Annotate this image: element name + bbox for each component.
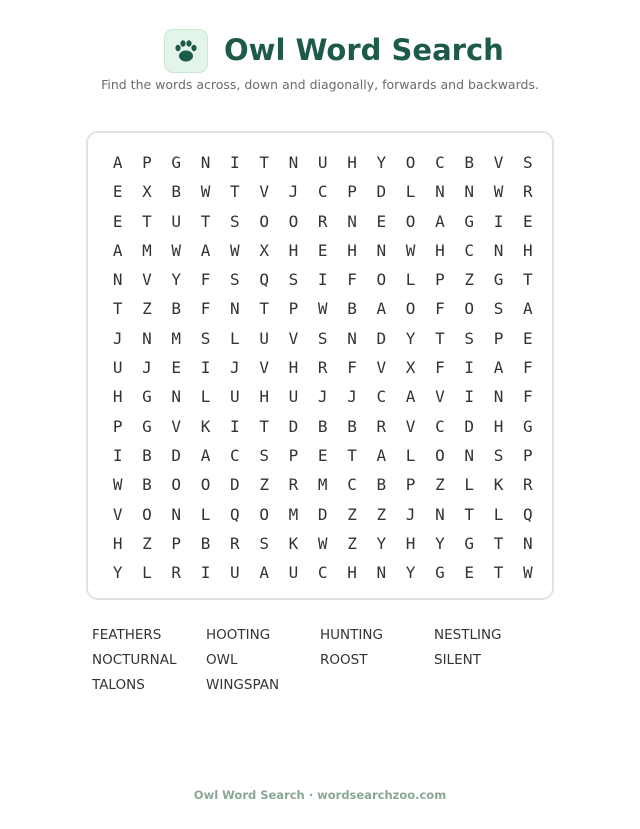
grid-cell[interactable]: U (230, 387, 240, 407)
grid-cell[interactable]: B (142, 445, 152, 465)
grid-cell[interactable]: F (200, 299, 211, 319)
grid-cell[interactable]: A (112, 153, 123, 172)
grid-cell[interactable]: S (288, 270, 299, 290)
grid-cell[interactable]: N (142, 328, 152, 348)
grid-cell[interactable]: A (405, 387, 416, 407)
grid-row (103, 441, 542, 470)
grid-cell[interactable]: Y (435, 533, 445, 553)
grid-cell[interactable]: N (376, 563, 387, 583)
grid-cell[interactable]: D (376, 182, 387, 202)
word-list-item: HOOTING (206, 627, 271, 643)
grid-cell[interactable]: Z (347, 504, 357, 524)
grid-cell[interactable]: A (493, 358, 504, 378)
grid-cell[interactable]: W (405, 240, 416, 260)
grid-cell[interactable]: R (522, 475, 533, 495)
grid-cell[interactable]: N (347, 211, 357, 231)
grid-cell[interactable]: V (142, 270, 152, 290)
grid-cell[interactable]: N (171, 504, 182, 524)
grid-cell[interactable]: N (464, 182, 475, 202)
grid-cell[interactable]: L (230, 328, 240, 348)
grid-row (103, 470, 542, 499)
grid-cell[interactable]: A (200, 240, 211, 260)
grid-cell[interactable]: L (405, 270, 416, 290)
grid-cell[interactable]: W (522, 563, 533, 583)
word-list-item: NESTLING (434, 627, 502, 643)
grid-cell[interactable]: G (522, 416, 533, 436)
grid-cell[interactable]: T (112, 299, 123, 319)
grid-cell[interactable]: I (200, 358, 211, 378)
grid-cell[interactable]: H (347, 240, 357, 260)
grid-cell[interactable]: N (493, 240, 504, 260)
grid-cell[interactable]: V (259, 182, 269, 202)
grid-cell[interactable]: S (230, 270, 240, 290)
word-list-item: ROOST (320, 652, 368, 668)
grid-cell[interactable]: H (405, 533, 416, 553)
grid-cell[interactable]: P (288, 299, 299, 319)
grid-cell[interactable]: I (230, 416, 240, 436)
grid-cell[interactable]: N (288, 153, 299, 172)
grid-row (103, 500, 542, 529)
grid-cell[interactable]: T (230, 182, 240, 202)
grid-cell[interactable]: S (259, 533, 269, 553)
grid-cell[interactable]: R (317, 211, 328, 231)
grid-cell[interactable]: W (317, 533, 328, 553)
letter-grid (103, 148, 542, 587)
grid-cell[interactable]: N (347, 328, 357, 348)
grid-cell[interactable]: F (522, 387, 533, 407)
grid-cell[interactable]: J (347, 387, 357, 407)
grid-cell[interactable]: P (288, 445, 299, 465)
grid-cell[interactable]: H (259, 387, 269, 407)
grid-cell[interactable]: W (200, 182, 211, 202)
grid-cell[interactable]: K (200, 416, 211, 436)
grid-cell[interactable]: E (112, 211, 123, 231)
grid-cell[interactable]: T (200, 211, 211, 231)
grid-cell[interactable]: L (405, 182, 416, 202)
grid-cell[interactable]: N (493, 387, 504, 407)
word-list-item: WINGSPAN (206, 677, 280, 693)
grid-row (103, 265, 542, 294)
grid-cell[interactable]: B (200, 533, 211, 553)
grid-cell[interactable]: B (142, 475, 152, 495)
grid-row (103, 382, 542, 411)
grid-cell[interactable]: D (317, 504, 328, 524)
grid-cell[interactable]: D (464, 416, 475, 436)
grid-row (103, 177, 542, 206)
paw-print-icon (173, 38, 199, 64)
grid-cell[interactable]: T (259, 416, 269, 436)
grid-cell[interactable]: J (288, 182, 299, 202)
grid-cell[interactable]: S (317, 328, 328, 348)
grid-cell[interactable]: Y (376, 533, 387, 553)
grid-cell[interactable]: Z (142, 533, 152, 553)
word-list-item: TALONS (92, 677, 145, 693)
grid-cell[interactable]: U (288, 563, 299, 583)
grid-cell[interactable]: J (112, 328, 123, 348)
grid-cell[interactable]: G (493, 270, 504, 290)
grid-cell[interactable]: H (347, 153, 357, 172)
grid-cell[interactable]: V (259, 358, 269, 378)
grid-cell[interactable]: V (493, 153, 504, 172)
grid-cell[interactable]: I (464, 387, 475, 407)
grid-cell[interactable]: P (522, 445, 533, 465)
grid-cell[interactable]: U (288, 387, 299, 407)
grid-cell[interactable]: S (493, 445, 504, 465)
instructions: Find the words across, down and diagonally, forwards and backwards. (101, 77, 539, 92)
grid-row (103, 207, 542, 236)
grid-cell[interactable]: K (493, 475, 504, 495)
grid-cell[interactable]: F (435, 299, 445, 319)
grid-cell[interactable]: O (142, 504, 152, 524)
grid-row (103, 236, 542, 265)
grid-cell[interactable]: R (288, 475, 299, 495)
grid-row (103, 412, 542, 441)
grid-cell[interactable]: F (522, 358, 533, 378)
grid-cell[interactable]: W (171, 240, 182, 260)
grid-cell[interactable]: L (142, 563, 152, 583)
grid-cell[interactable]: C (464, 240, 475, 260)
grid-cell[interactable]: O (405, 299, 416, 319)
grid-cell[interactable]: P (493, 328, 504, 348)
grid-cell[interactable]: U (112, 358, 123, 378)
grid-cell[interactable]: W (317, 299, 328, 319)
grid-cell[interactable]: G (142, 387, 152, 407)
grid-cell[interactable]: V (288, 328, 299, 348)
grid-cell[interactable]: T (493, 563, 504, 583)
grid-cell[interactable]: I (493, 211, 504, 231)
grid-cell[interactable]: I (464, 358, 475, 378)
grid-cell[interactable]: G (464, 211, 475, 231)
grid-cell[interactable]: I (112, 445, 123, 465)
grid-cell[interactable]: A (376, 299, 387, 319)
grid-cell[interactable]: N (522, 533, 533, 553)
grid-cell[interactable]: O (259, 211, 269, 231)
grid-cell[interactable]: A (435, 211, 445, 231)
grid-cell[interactable]: S (464, 328, 475, 348)
grid-cell[interactable]: S (259, 445, 269, 465)
grid-cell[interactable]: D (230, 475, 240, 495)
grid-cell[interactable]: K (288, 533, 299, 553)
grid-cell[interactable]: O (259, 504, 269, 524)
grid-cell[interactable]: G (171, 153, 182, 172)
grid-cell[interactable]: F (347, 358, 357, 378)
grid-row (103, 558, 542, 587)
grid-cell[interactable]: G (435, 563, 445, 583)
grid-cell[interactable]: V (112, 504, 123, 524)
grid-cell[interactable]: Q (230, 504, 240, 524)
grid-cell[interactable]: T (142, 211, 152, 231)
puzzle-grid-box (86, 131, 554, 600)
grid-cell[interactable]: T (493, 533, 504, 553)
grid-cell[interactable]: R (522, 182, 533, 202)
grid-cell[interactable]: R (171, 563, 182, 583)
grid-cell[interactable]: J (317, 387, 328, 407)
grid-row (103, 324, 542, 353)
grid-cell[interactable]: C (435, 416, 445, 436)
footer: Owl Word Search · wordsearchzoo.com (193, 788, 447, 802)
grid-cell[interactable]: U (230, 563, 240, 583)
logo (164, 29, 208, 73)
grid-cell[interactable]: I (230, 153, 240, 172)
grid-cell[interactable]: E (522, 328, 533, 348)
grid-cell[interactable]: T (347, 445, 357, 465)
grid-cell[interactable]: E (376, 211, 387, 231)
grid-cell[interactable]: E (112, 182, 123, 202)
grid-cell[interactable]: P (171, 533, 182, 553)
grid-cell[interactable]: B (347, 416, 357, 436)
grid-cell[interactable]: B (171, 182, 182, 202)
grid-cell[interactable]: H (112, 387, 123, 407)
grid-cell[interactable]: Y (405, 328, 416, 348)
grid-cell[interactable]: D (376, 328, 387, 348)
grid-row (103, 353, 542, 382)
grid-cell[interactable]: L (200, 504, 211, 524)
grid-cell[interactable]: Q (522, 504, 533, 524)
grid-cell[interactable]: U (259, 328, 269, 348)
grid-cell[interactable]: N (171, 387, 182, 407)
grid-cell[interactable]: E (464, 563, 475, 583)
grid-cell[interactable]: N (464, 445, 475, 465)
grid-cell[interactable]: H (435, 240, 445, 260)
grid-cell[interactable]: B (464, 153, 475, 172)
grid-cell[interactable]: Z (464, 270, 475, 290)
header (0, 28, 640, 76)
grid-cell[interactable]: B (347, 299, 357, 319)
grid-cell[interactable]: M (171, 328, 182, 348)
grid-cell[interactable]: S (230, 211, 240, 231)
word-list-item: SILENT (434, 652, 481, 668)
grid-cell[interactable]: X (142, 182, 152, 202)
grid-cell[interactable]: I (200, 563, 211, 583)
grid-cell[interactable]: A (259, 563, 269, 583)
grid-cell[interactable]: J (405, 504, 416, 524)
grid-cell[interactable]: C (376, 387, 387, 407)
grid-cell[interactable]: L (493, 504, 504, 524)
grid-cell[interactable]: O (288, 211, 299, 231)
page-title: Owl Word Search (224, 33, 504, 67)
grid-cell[interactable]: H (522, 240, 533, 260)
grid-cell[interactable]: Y (112, 563, 123, 583)
grid-cell[interactable]: C (230, 445, 240, 465)
grid-cell[interactable]: O (376, 270, 387, 290)
grid-cell[interactable]: R (230, 533, 240, 553)
grid-cell[interactable]: Y (376, 153, 387, 172)
grid-cell[interactable]: H (288, 358, 299, 378)
grid-cell[interactable]: N (435, 182, 445, 202)
grid-cell[interactable]: C (317, 563, 328, 583)
grid-cell[interactable]: T (259, 153, 269, 172)
grid-cell[interactable]: T (464, 504, 475, 524)
grid-cell[interactable]: U (171, 211, 182, 231)
grid-cell[interactable]: O (171, 475, 182, 495)
grid-cell[interactable]: V (376, 358, 387, 378)
grid-cell[interactable]: H (493, 416, 504, 436)
word-list-item: HUNTING (320, 627, 383, 643)
grid-cell[interactable]: Z (347, 533, 357, 553)
grid-cell[interactable]: W (112, 475, 123, 495)
grid-cell[interactable]: L (405, 445, 416, 465)
grid-cell[interactable]: O (200, 475, 211, 495)
grid-cell[interactable]: P (347, 182, 357, 202)
grid-cell[interactable]: Q (259, 270, 269, 290)
grid-cell[interactable]: U (317, 153, 328, 172)
grid-cell[interactable]: Z (435, 475, 445, 495)
grid-cell[interactable]: F (200, 270, 211, 290)
grid-cell[interactable]: N (112, 270, 123, 290)
grid-cell[interactable]: P (435, 270, 445, 290)
grid-cell[interactable]: Y (171, 270, 182, 290)
grid-cell[interactable]: E (317, 445, 328, 465)
grid-cell[interactable]: T (435, 328, 445, 348)
grid-cell[interactable]: C (347, 475, 357, 495)
grid-cell[interactable]: P (405, 475, 416, 495)
grid-cell[interactable]: R (376, 416, 387, 436)
grid-cell[interactable]: C (317, 182, 328, 202)
grid-cell[interactable]: A (112, 240, 123, 260)
grid-cell[interactable]: I (317, 270, 328, 290)
grid-row (103, 148, 542, 177)
grid-cell[interactable]: H (288, 240, 299, 260)
grid-cell[interactable]: M (288, 504, 299, 524)
grid-cell[interactable]: D (171, 445, 182, 465)
grid-cell[interactable]: O (464, 299, 475, 319)
grid-cell[interactable]: R (317, 358, 328, 378)
grid-cell[interactable]: S (522, 153, 533, 172)
grid-cell[interactable]: A (376, 445, 387, 465)
grid-cell[interactable]: O (405, 211, 416, 231)
grid-cell[interactable]: B (171, 299, 182, 319)
grid-cell[interactable]: M (317, 475, 328, 495)
grid-cell[interactable]: O (435, 445, 445, 465)
grid-cell[interactable]: E (171, 358, 182, 378)
grid-cell[interactable]: J (142, 358, 152, 378)
grid-cell[interactable]: A (200, 445, 211, 465)
grid-cell[interactable]: J (230, 358, 240, 378)
grid-row (103, 294, 542, 323)
grid-cell[interactable]: T (522, 270, 533, 290)
grid-cell[interactable]: H (347, 563, 357, 583)
grid-cell[interactable]: V (171, 416, 182, 436)
grid-cell[interactable]: B (376, 475, 387, 495)
grid-cell[interactable]: N (230, 299, 240, 319)
grid-cell[interactable]: C (435, 153, 445, 172)
grid-cell[interactable]: X (259, 240, 269, 260)
grid-cell[interactable]: V (435, 387, 445, 407)
grid-cell[interactable]: Z (376, 504, 387, 524)
word-list-item: FEATHERS (92, 627, 162, 643)
grid-cell[interactable]: L (200, 387, 211, 407)
grid-cell[interactable]: S (200, 328, 211, 348)
grid-cell[interactable]: M (142, 240, 152, 260)
grid-cell[interactable]: V (405, 416, 416, 436)
grid-cell[interactable]: E (317, 240, 328, 260)
grid-cell[interactable]: W (493, 182, 504, 202)
grid-cell[interactable]: F (347, 270, 357, 290)
grid-cell[interactable]: W (230, 240, 240, 260)
word-list-item: NOCTURNAL (92, 652, 177, 668)
grid-cell[interactable]: D (288, 416, 299, 436)
grid-cell[interactable]: Z (142, 299, 152, 319)
grid-cell[interactable]: Z (259, 475, 269, 495)
grid-cell[interactable]: Y (405, 563, 416, 583)
grid-cell[interactable]: F (435, 358, 445, 378)
grid-cell[interactable]: B (317, 416, 328, 436)
grid-cell[interactable]: T (259, 299, 269, 319)
grid-cell[interactable]: G (464, 533, 475, 553)
grid-cell[interactable]: G (142, 416, 152, 436)
grid-cell[interactable]: X (405, 358, 416, 378)
grid-cell[interactable]: P (142, 153, 152, 172)
grid-cell[interactable]: L (464, 475, 475, 495)
grid-cell[interactable]: O (405, 153, 416, 172)
grid-row (103, 529, 542, 558)
grid-cell[interactable]: E (522, 211, 533, 231)
grid-cell[interactable]: N (200, 153, 211, 172)
grid-cell[interactable]: N (376, 240, 387, 260)
grid-cell[interactable]: A (522, 299, 533, 319)
grid-cell[interactable]: H (112, 533, 123, 553)
grid-cell[interactable]: S (493, 299, 504, 319)
word-list-item: OWL (206, 652, 238, 668)
grid-cell[interactable]: N (435, 504, 445, 524)
grid-cell[interactable]: P (112, 416, 123, 436)
